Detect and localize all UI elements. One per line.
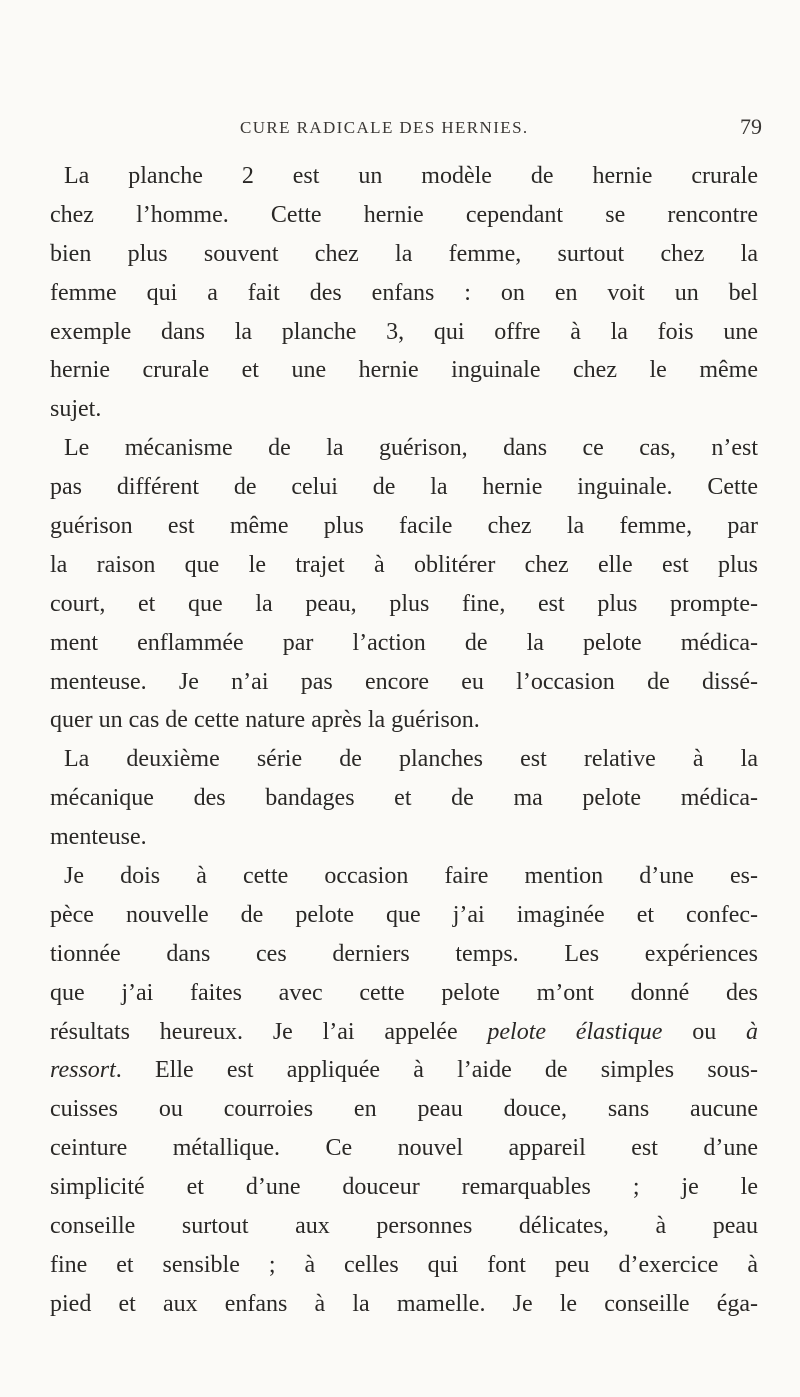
text-line: chez l’homme. Cette hernie cependant se rencontre — [50, 201, 758, 228]
text-line: La planche 2 est un modèle de hernie crurale — [64, 163, 758, 189]
text-line: sujet. — [50, 396, 102, 423]
italic-segment: pelote élastique — [487, 1018, 663, 1045]
text-line: hernie crurale et une hernie inguinale chez le même — [50, 357, 758, 384]
running-head — [0, 114, 800, 148]
text-segment: . Elle est appliquée à l’aide de simples sous- — [115, 1057, 758, 1084]
body-text — [50, 157, 758, 1324]
text-line: Le mécanisme de la guérison, dans ce cas, n’est — [64, 435, 758, 462]
text-line: ment enflammée par l’action de la pelote médica- — [50, 629, 758, 656]
text-line — [50, 1013, 758, 1052]
text-segment: résultats heureux. Je l’ai appelée — [50, 1018, 488, 1045]
text-line: menteuse. Je n’ai pas encore eu l’occasion de dissé- — [50, 668, 758, 695]
text-line: court, et que la peau, plus fine, est plus prompte- — [50, 590, 758, 617]
text-line: conseille surtout aux personnes délicates, à peau — [50, 1213, 758, 1240]
text-segment: ou — [662, 1018, 746, 1045]
text-line: guérison est même plus facile chez la femme, par — [50, 513, 758, 540]
text-line: femme qui a fait des enfans : on en voit un bel — [50, 279, 758, 306]
text-line: cuisses ou courroies en peau douce, sans aucune — [50, 1096, 758, 1123]
text-line: mécanique des bandages et de ma pelote médica- — [50, 785, 758, 812]
text-line: que j’ai faites avec cette pelote m’ont donné des — [50, 979, 758, 1006]
text-line: La deuxième série de planches est relative à la — [64, 746, 758, 773]
text-line: Je dois à cette occasion faire mention d’une es- — [64, 863, 758, 890]
running-title: CURE RADICALE DES HERNIES. — [240, 118, 529, 137]
text-line: exemple dans la planche 3, qui offre à la fois une — [50, 318, 758, 345]
text-line: fine et sensible ; à celles qui font peu d’exercice à — [50, 1251, 758, 1278]
text-line: simplicité et d’une douceur remarquables ; je le — [50, 1174, 758, 1201]
page-number: 79 — [740, 114, 762, 139]
text-line: quer un cas de cette nature après la guérison. — [50, 707, 480, 734]
italic-segment: ressort — [50, 1057, 116, 1084]
text-line: pas différent de celui de la hernie inguinale. Cette — [50, 474, 758, 501]
text-line: ceinture métallique. Ce nouvel appareil est d’une — [50, 1135, 758, 1162]
text-line: tionnée dans ces derniers temps. Les expériences — [50, 940, 758, 967]
text-line: menteuse. — [50, 824, 147, 851]
text-line — [50, 1051, 758, 1090]
text-line: pèce nouvelle de pelote que j’ai imaginée et confec- — [50, 901, 758, 928]
text-line: bien plus souvent chez la femme, surtout chez la — [50, 240, 758, 267]
text-line: la raison que le trajet à oblitérer chez elle est plus — [50, 551, 758, 578]
text-line: pied et aux enfans à la mamelle. Je le conseille éga- — [50, 1290, 758, 1317]
italic-segment: à — [746, 1018, 758, 1045]
